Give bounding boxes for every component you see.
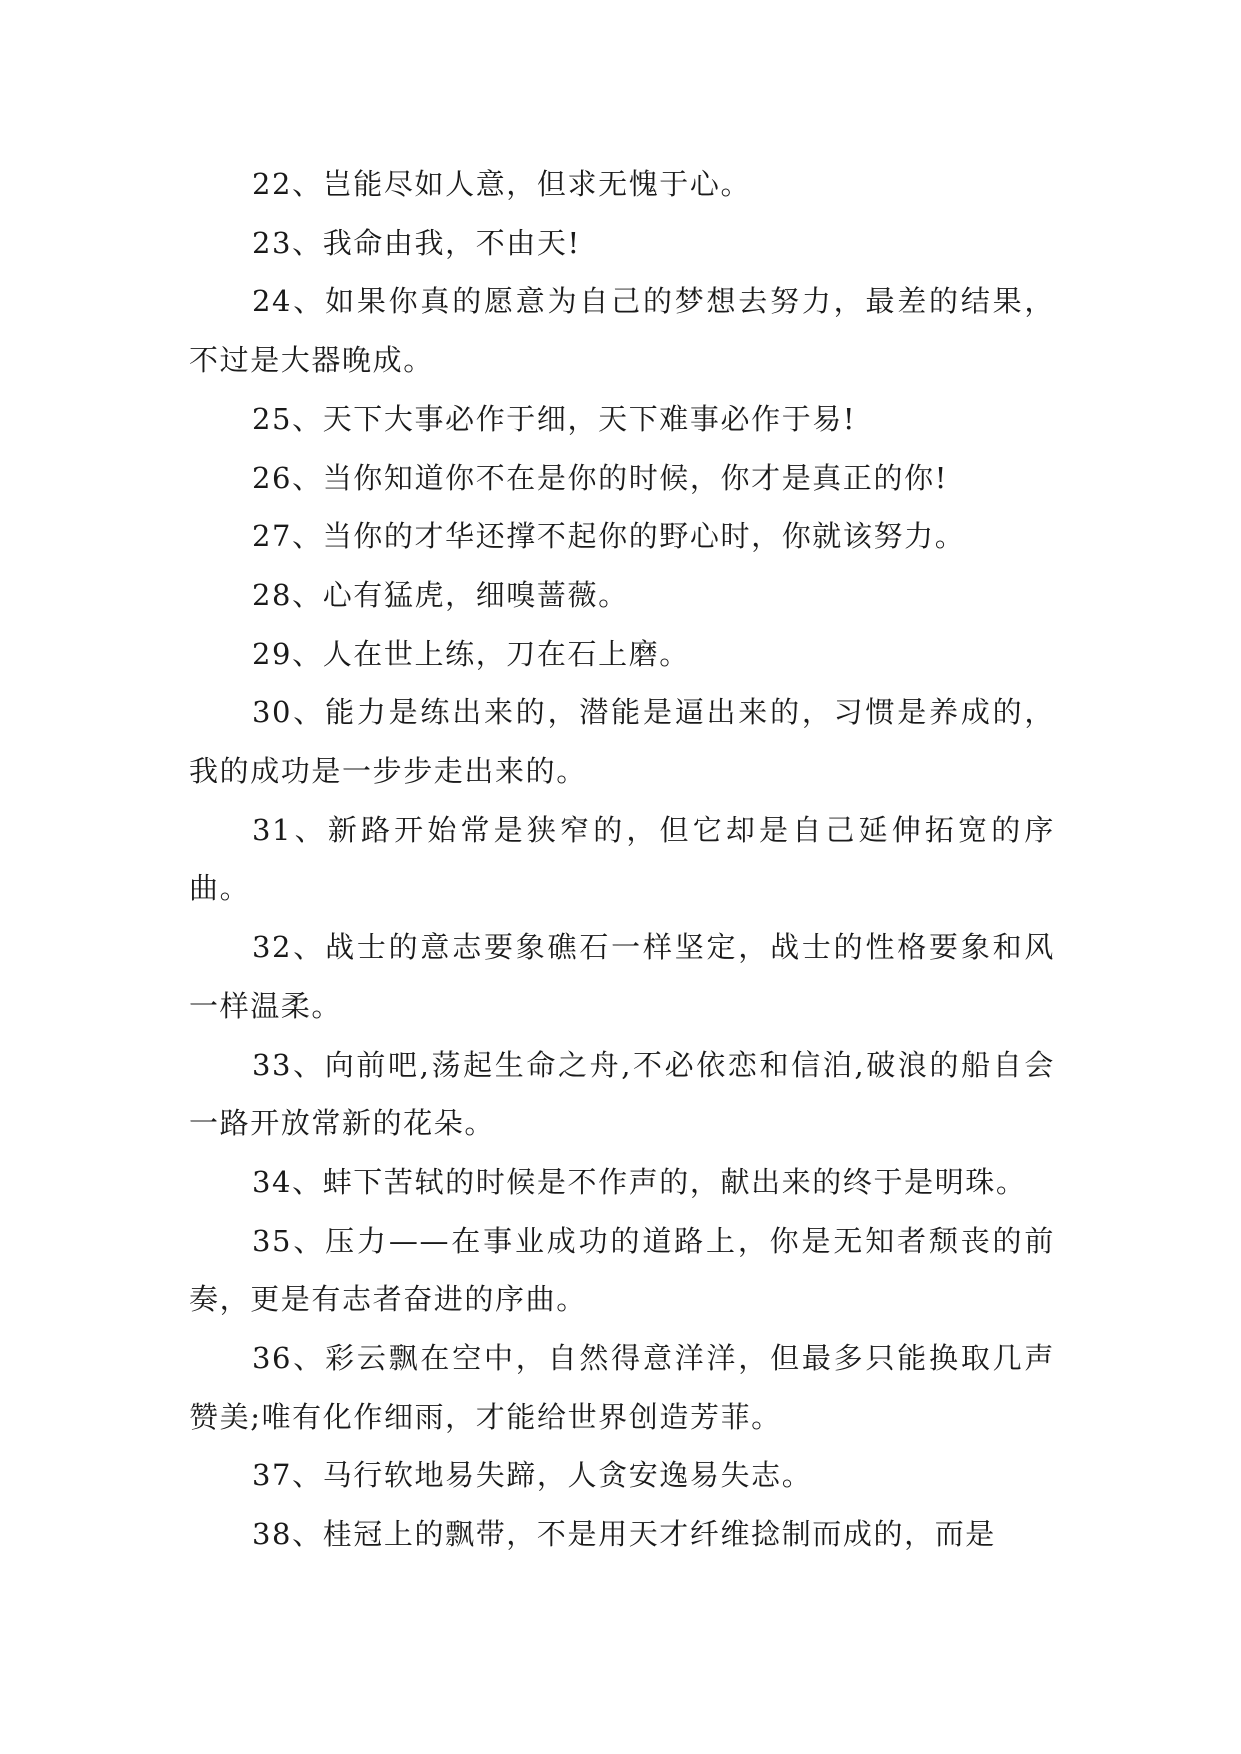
quote-paragraph: 31、新路开始常是狭窄的，但它却是自己延伸拓宽的序曲。 — [189, 812, 1055, 906]
quote-paragraph: 30、能力是练出来的，潜能是逼出来的，习惯是养成的，我的成功是一步步走出来的。 — [189, 695, 1055, 789]
quote-paragraph: 33、向前吧,荡起生命之舟,不必依恋和信泊,破浪的船自会一路开放常新的花朵。 — [189, 1047, 1055, 1141]
quote-paragraph: 37、马行软地易失蹄，人贪安逸易失志。 — [252, 1458, 813, 1493]
quote-paragraph: 36、彩云飘在空中，自然得意洋洋，但最多只能换取几声赞美;唯有化作细雨，才能给世界创造芳菲。 — [189, 1341, 1055, 1434]
quote-paragraph: 29、人在世上练，刀在石上磨。 — [252, 636, 690, 671]
quote-paragraph: 35、压力——在事业成功的道路上，你是无知者颓丧的前奏，更是有志者奋进的序曲。 — [189, 1223, 1055, 1317]
quote-paragraph: 38、桂冠上的飘带，不是用天才纤维捻制而成的，而是 — [252, 1517, 996, 1552]
document-body — [189, 155, 1055, 1564]
quote-paragraph: 34、蚌下苦轼的时候是不作声的，献出来的终于是明珠。 — [252, 1164, 1027, 1199]
quote-paragraph: 32、战士的意志要象礁石一样坚定，战士的性格要象和风一样温柔。 — [189, 930, 1055, 1023]
quote-paragraph: 22、岂能尽如人意，但求无愧于心。 — [252, 167, 752, 201]
quote-paragraph: 27、当你的才华还撑不起你的野心时，你就该努力。 — [252, 519, 966, 554]
quote-paragraph: 26、当你知道你不在是你的时候，你才是真正的你! — [252, 460, 948, 495]
quote-paragraph: 23、我命由我，不由天! — [252, 225, 581, 260]
quote-paragraph: 24、如果你真的愿意为自己的梦想去努力，最差的结果，不过是大器晚成。 — [189, 284, 1055, 378]
quote-paragraph: 25、天下大事必作于细，天下难事必作于易! — [252, 401, 857, 436]
quote-paragraph: 28、心有猛虎，细嗅蔷薇。 — [252, 577, 629, 612]
